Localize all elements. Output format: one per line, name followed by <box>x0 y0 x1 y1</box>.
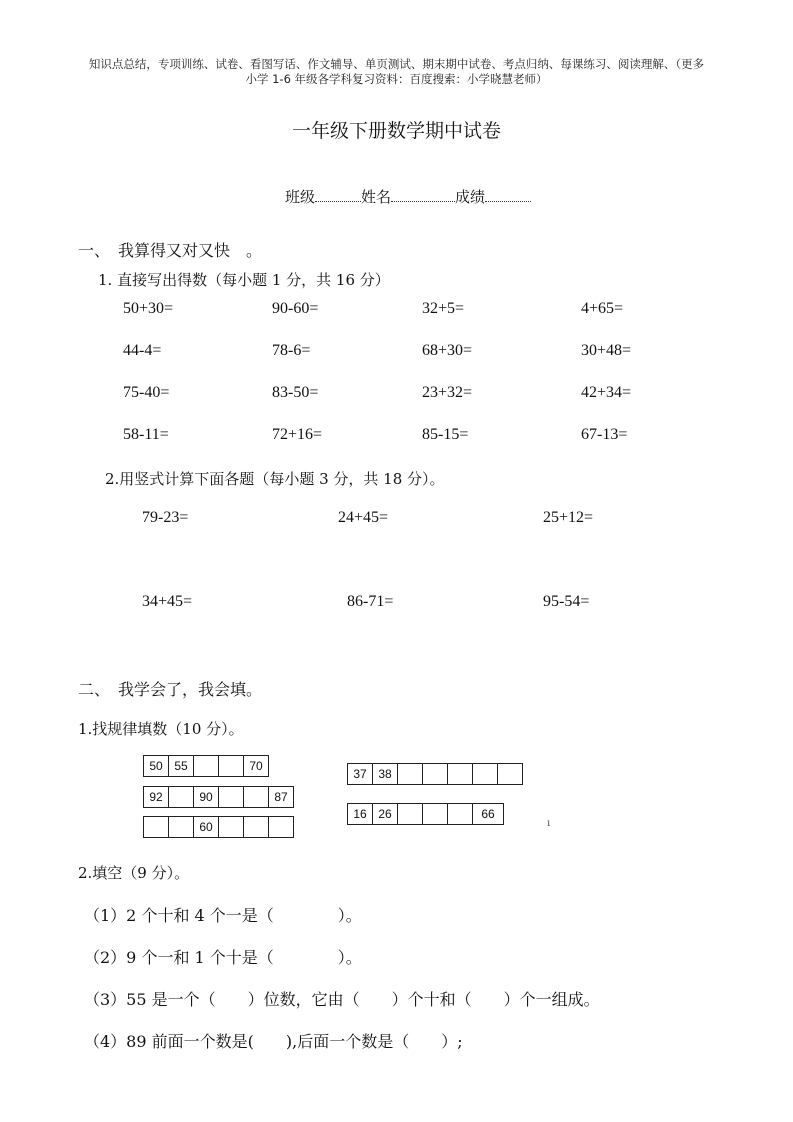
expression: 75-40= <box>123 384 170 401</box>
number-sequence-e <box>347 803 504 825</box>
sequence-blank-cell[interactable] <box>448 764 473 785</box>
sequence-blank-cell[interactable] <box>219 756 244 777</box>
sequence-cell: 50 <box>144 756 169 777</box>
section-2-heading: 二、 我学会了，我会填。 <box>78 680 263 699</box>
sequence-blank-cell[interactable] <box>144 817 169 838</box>
sequence-cell: 90 <box>194 787 219 808</box>
fill-in-item: （4）89 前面一个数是( ),后面一个数是（ ）; <box>84 1032 463 1051</box>
fill-in-item: （3）55 是一个（ ）位数，它由（ ）个十和（ ）个一组成。 <box>84 990 600 1009</box>
vertical-problem: 79-23= <box>142 509 189 526</box>
expression: 50+30= <box>123 300 174 317</box>
sequence-blank-cell[interactable] <box>448 804 473 825</box>
sequence-blank-cell[interactable] <box>473 764 498 785</box>
sequence-blank-cell[interactable] <box>244 817 269 838</box>
sequence-cell: 55 <box>169 756 194 777</box>
banner-line-2: 小学 1-6 年级各学科复习资料：百度搜索：小学晓慧老师） <box>245 72 548 86</box>
number-sequence-d <box>347 763 523 785</box>
expression: 42+34= <box>581 384 632 401</box>
sequence-blank-cell[interactable] <box>169 787 194 808</box>
sequence-cell: 87 <box>269 787 294 808</box>
expression: 83-50= <box>272 384 319 401</box>
expression: 72+16= <box>272 426 323 443</box>
sequence-cell: 37 <box>348 764 373 785</box>
sequence-blank-cell[interactable] <box>169 817 194 838</box>
number-sequence-c <box>143 816 294 838</box>
fill-in-item: （2）9 个一和 1 个十是（ ）。 <box>84 948 362 967</box>
vertical-problem: 25+12= <box>543 509 594 526</box>
vertical-problem: 95-54= <box>543 593 590 610</box>
sequence-blank-cell[interactable] <box>498 764 523 785</box>
expression: 44-4= <box>123 342 162 359</box>
section-1-q2-title: 2.用竖式计算下面各题（每小题 3 分，共 18 分）。 <box>105 470 445 488</box>
sequence-cell: 16 <box>348 804 373 825</box>
sequence-blank-cell[interactable] <box>194 756 219 777</box>
expression: 58-11= <box>123 426 169 443</box>
class-label: 班级 <box>285 188 316 206</box>
student-info-line <box>285 186 531 207</box>
sequence-blank-cell[interactable] <box>244 787 269 808</box>
expression: 32+5= <box>422 300 465 317</box>
sequence-cell: 26 <box>373 804 398 825</box>
vertical-problem: 24+45= <box>338 509 389 526</box>
vertical-problem: 34+45= <box>142 593 193 610</box>
fill-in-item: （1）2 个十和 4 个一是（ ）。 <box>84 906 362 925</box>
class-blank <box>315 187 361 202</box>
sequence-blank-cell[interactable] <box>219 787 244 808</box>
sequence-blank-cell[interactable] <box>423 804 448 825</box>
section-1-q1-title: 1. 直接写出得数（每小题 1 分，共 16 分） <box>98 271 390 289</box>
expression: 30+48= <box>581 342 632 359</box>
expression: 90-60= <box>272 300 319 317</box>
sequence-cell: 60 <box>194 817 219 838</box>
number-sequence-a <box>143 755 269 777</box>
page-title: 一年级下册数学期中试卷 <box>291 120 501 142</box>
expression: 85-15= <box>422 426 469 443</box>
sequence-blank-cell[interactable] <box>398 764 423 785</box>
sequence-blank-cell[interactable] <box>398 804 423 825</box>
sequence-cell: 70 <box>244 756 269 777</box>
name-label: 姓名 <box>361 188 392 206</box>
sequence-cell: 92 <box>144 787 169 808</box>
sequence-blank-cell[interactable] <box>423 764 448 785</box>
banner-line-1: 知识点总结，专项训练、试卷、看图写话、作文辅导、单页测试、期末期中试卷、考点归纳、每课练习、阅读理解、（更多 <box>88 57 705 71</box>
section-2-q2-title: 2.填空（9 分）。 <box>78 864 190 882</box>
score-blank <box>485 187 531 202</box>
sequence-cell: 38 <box>373 764 398 785</box>
score-label: 成绩 <box>455 188 486 206</box>
stray-mark: ı <box>547 818 551 829</box>
section-2-q1-title: 1.找规律填数（10 分）。 <box>78 720 244 738</box>
number-sequence-b <box>143 786 294 808</box>
sequence-blank-cell[interactable] <box>219 817 244 838</box>
vertical-problem: 86-71= <box>347 593 394 610</box>
name-blank <box>391 187 455 202</box>
expression: 78-6= <box>272 342 311 359</box>
section-1-heading: 一、 我算得又对又快 。 <box>78 241 263 260</box>
expression: 68+30= <box>422 342 473 359</box>
expression: 23+32= <box>422 384 473 401</box>
expression: 67-13= <box>581 426 628 443</box>
sequence-blank-cell[interactable] <box>269 817 294 838</box>
expression: 4+65= <box>581 300 624 317</box>
sequence-cell: 66 <box>473 804 504 825</box>
